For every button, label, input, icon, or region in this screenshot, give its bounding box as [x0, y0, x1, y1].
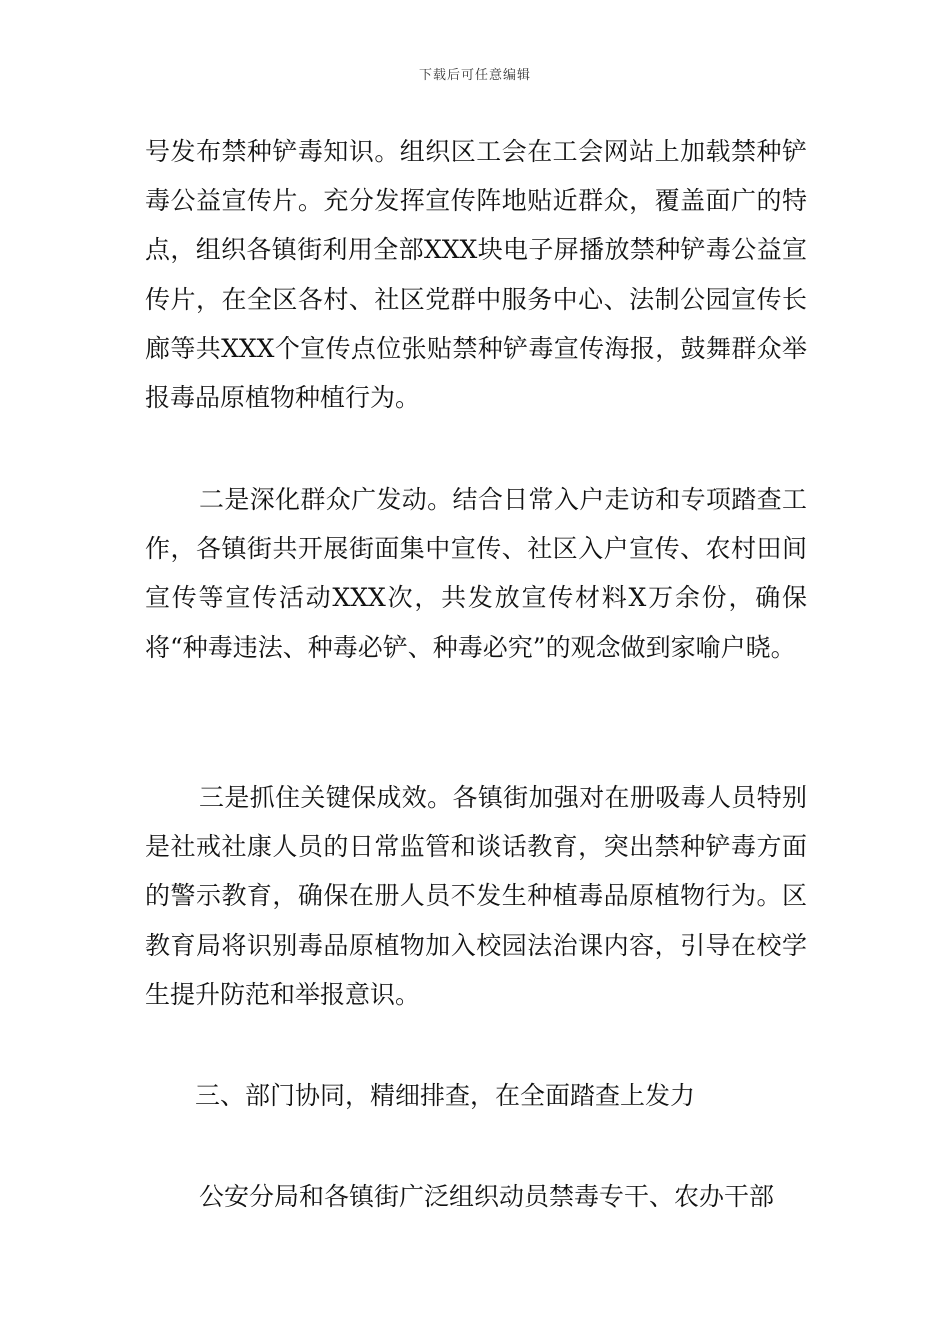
paragraph-mass-mobilization: 二是深化群众广发动。结合日常入户走访和专项踏查工作，各镇街共开展街面集中宣传、社区入户宣传、农村田间宣传等宣传活动XXX次，共发放宣传材料X万余份，确保将“种毒违法、种毒必铲、种毒必究”的观念做到家喻户晓。 [145, 485, 807, 662]
paragraph-inspection-start: 公安分局和各镇街广泛组织动员禁毒专干、农办干部 [199, 1182, 775, 1211]
paragraph-key-control: 三是抓住关键保成效。各镇街加强对在册吸毒人员特别是社戒社康人员的日常监管和谈话教育，突出禁种铲毒方面的警示教育，确保在册人员不发生种植毒品原植物行为。区教育局将识别毒品原植物加入校园法治课内容，引导在校学生提升防范和举报意识。 [145, 783, 807, 1009]
section-heading-3: 三、部门协同，精细排查，在全面踏查上发力 [195, 1081, 696, 1110]
paragraph-propaganda-continuation: 号发布禁种铲毒知识。组织区工会在工会网站上加载禁种铲毒公益宣传片。充分发挥宣传阵地贴近群众，覆盖面广的特点，组织各镇街利用全部XXX块电子屏播放禁种铲毒公益宣传片，在全区各村、社区党群中服务中心、法制公园宣传长廊等共XXX个宣传点位张贴禁种铲毒宣传海报，鼓舞群众举报毒品原植物种植行为。 [145, 137, 807, 413]
page-header: 下载后可任意编辑 [418, 68, 531, 83]
